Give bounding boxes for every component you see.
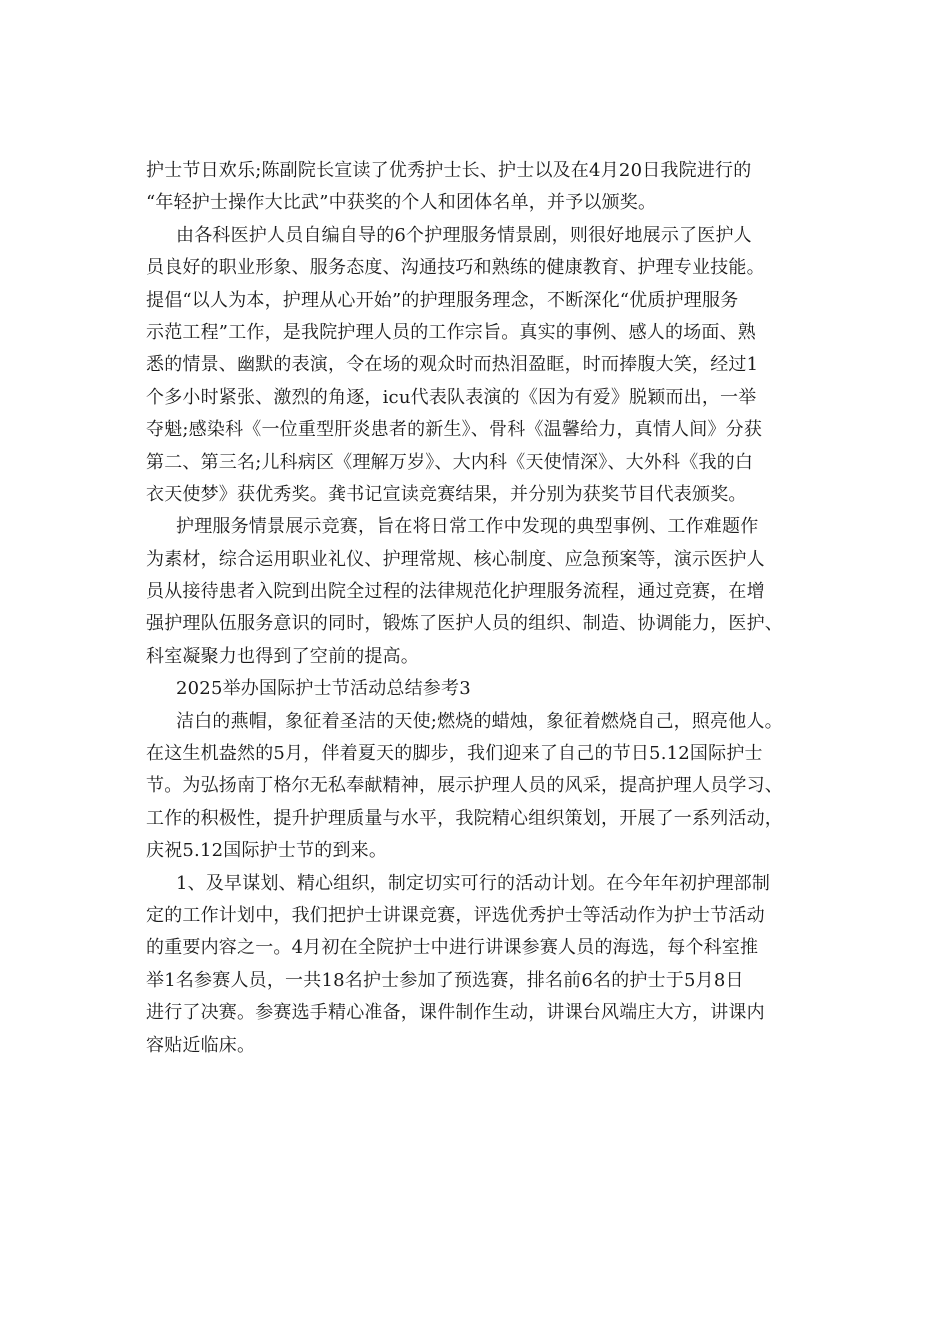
text-line: 第二、第三名;儿科病区《理解万岁》、大内科《天使情深》、大外科《我的白 [146,451,754,473]
text-line: 1、及早谋划、精心组织，制定切实可行的活动计划。在今年年初护理部制 [176,872,771,894]
text-line: 护理服务情景展示竞赛，旨在将日常工作中发现的典型事例、工作难题作 [176,516,759,538]
text-line: 容贴近临床。 [146,1034,256,1056]
document-body [146,155,816,1062]
text-line: 定的工作计划中，我们把护士讲课竞赛，评选优秀护士等活动作为护士节活动 [146,904,765,926]
text-line: 举1名参赛人员，一共18名护士参加了预选赛，排名前6名的护士于5月8日 [146,969,744,991]
text-line: 衣天使梦》获优秀奖。龚书记宣读竞赛结果，并分别为获奖节目代表颁奖。 [146,483,747,505]
text-line: 在这生机盎然的5月，伴着夏天的脚步，我们迎来了自己的节日5.12国际护士 [146,743,763,765]
text-line: 员良好的职业形象、服务态度、沟通技巧和熟练的健康教育、护理专业技能。 [146,257,765,279]
text-line: 强护理队伍服务意识的同时，锻炼了医护人员的组织、制造、协调能力，医护、 [146,613,783,635]
text-line: 进行了决赛。参赛选手精心准备，课件制作生动，讲课台风端庄大方，讲课内 [146,1002,765,1024]
text-line: 提倡“以人为本，护理从心开始”的护理服务理念，不断深化“优质护理服务 [146,289,739,311]
text-line: 悉的情景、幽默的表演，令在场的观众时而热泪盈眶，时而捧腹大笑，经过1 [146,354,759,376]
text-line: 庆祝5.12国际护士节的到来。 [146,840,388,862]
text-line: 2025举办国际护士节活动总结参考3 [176,678,471,700]
text-line: 示范工程”工作，是我院护理人员的工作宗旨。真实的事例、感人的场面、熟 [146,321,756,343]
text-line: 夺魁;感染科《一位重型肝炎患者的新生》、骨科《温馨给力，真情人间》分获 [146,419,763,441]
text-line: 个多小时紧张、激烈的角逐，icu代表队表演的《因为有爱》脱颖而出，一举 [146,386,757,408]
text-line: 节。为弘扬南丁格尔无私奉献精神，展示护理人员的风采，提高护理人员学习、 [146,775,783,797]
text-line: 由各科医护人员自编自导的6个护理服务情景剧，则很好地展示了医护人 [176,224,752,246]
text-line: “年轻护士操作大比武”中获奖的个人和团体名单，并予以颁奖。 [146,192,657,214]
text-line: 为素材，综合运用职业礼仪、护理常规、核心制度、应急预案等，演示医护人 [146,548,765,570]
text-line: 护士节日欢乐;陈副院长宣读了优秀护士长、护士以及在4月20日我院进行的 [146,160,752,181]
text-line: 洁白的燕帽，象征着圣洁的天使;燃烧的蜡烛，象征着燃烧自己，照亮他人。 [176,710,783,732]
text-line: 工作的积极性，提升护理质量与水平，我院精心组织策划，开展了一系列活动， [146,807,783,829]
text-line: 员从接待患者入院到出院全过程的法律规范化护理服务流程，通过竞赛，在增 [146,581,765,603]
text-line: 的重要内容之一。4月初在全院护士中进行讲课参赛人员的海选，每个科室推 [146,937,759,959]
text-line: 科室凝聚力也得到了空前的提高。 [146,645,419,667]
